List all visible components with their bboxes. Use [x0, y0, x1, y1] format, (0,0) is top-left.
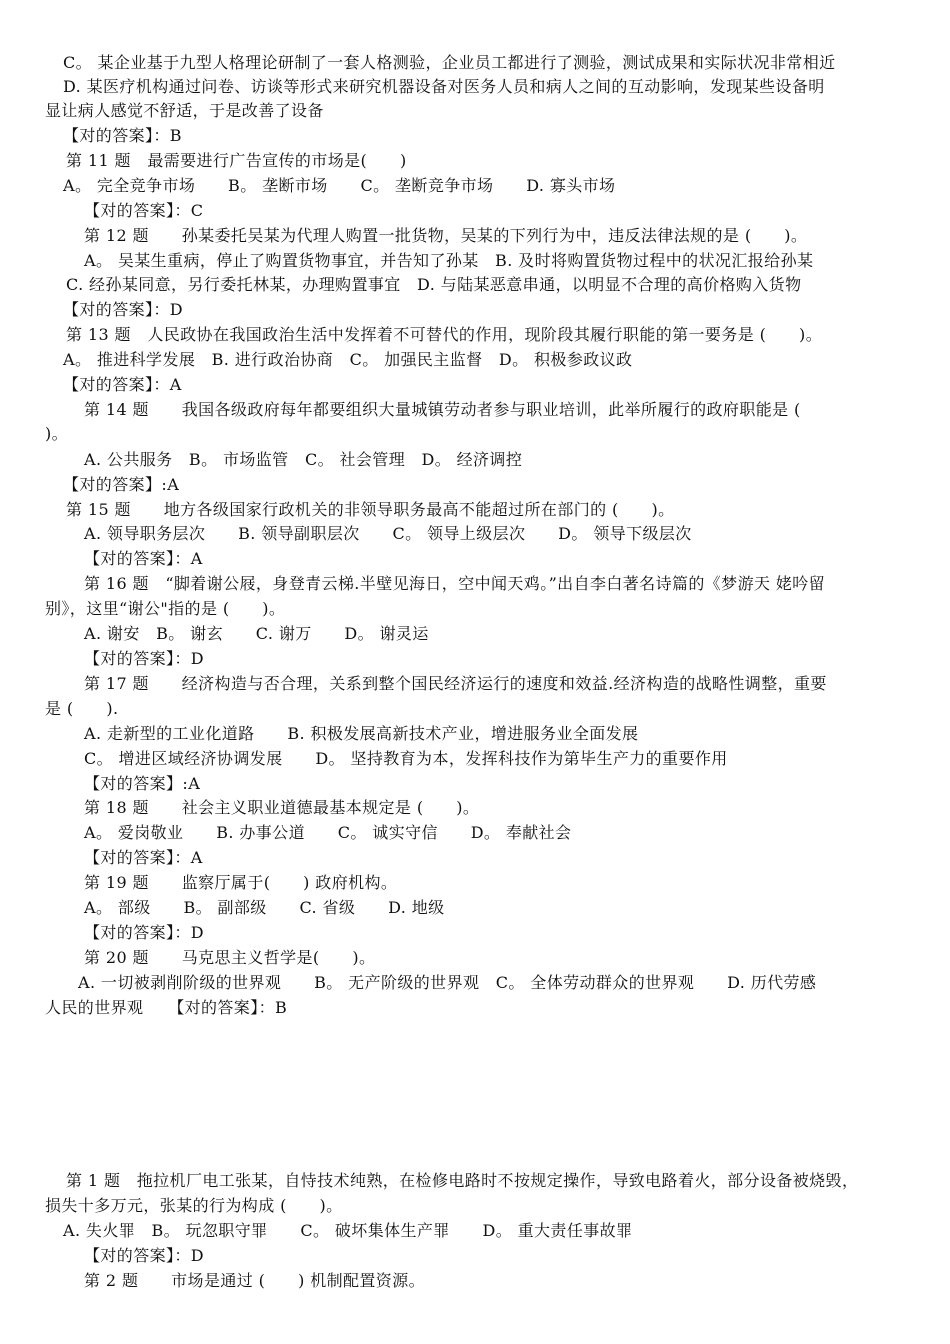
text-line: C。 某企业基于九型人格理论研制了一套人格测验，企业员工都进行了测验，测试成果和实际状况非常相近 [63, 53, 836, 72]
option-line: A。 推进科学发展 B. 进行政治协商 C。 加强民主监督 D。 积极参政议政 [63, 350, 633, 369]
text-line: 显让病人感觉不舒适，于是改善了设备 [45, 101, 324, 120]
question-title: 第 15 题 地方各级国家行政机关的非领导职务最高不能超过所在部门的 ( )。 [66, 500, 675, 519]
answer-line: 【对的答案】：D [84, 923, 205, 942]
question-title: 第 12 题 孙某委托吴某为代理人购置一批货物，吴某的下列行为中，违反法律法规的是 ( )。 [84, 226, 808, 245]
answer-line: 【对的答案】：A [84, 549, 203, 568]
text-line: )。 [45, 424, 69, 443]
option-line: A. 一切被剥削阶级的世界观 B。 无产阶级的世界观 C。 全体劳动群众的世界观 D. 历代劳感 [78, 973, 817, 992]
question-title: 第 2 题 市场是通过 ( ) 机制配置资源。 [84, 1271, 426, 1290]
question-title: 第 20 题 马克思主义哲学是( )。 [84, 948, 376, 967]
option-line: C。 增进区域经济协调发展 D。 坚持教育为本，发挥科技作为第毕生产力的重要作用 [84, 749, 728, 768]
text-line: 是 ( ). [45, 699, 119, 718]
question-title: 第 13 题 人民政协在我国政治生活中发挥着不可替代的作用，现阶段其履行职能的第一要务是 ( )。 [66, 325, 823, 344]
text-line: 损失十多万元，张某的行为构成 ( )。 [45, 1196, 343, 1215]
answer-line: 【对的答案】：A [63, 375, 182, 394]
question-title: 第 19 题 监察厅属于( ) 政府机构。 [84, 873, 398, 892]
option-line: A. 走新型的工业化道路 B. 积极发展高新技术产业，增进服务业全面发展 [84, 724, 639, 743]
answer-line: 【对的答案】：D [84, 1246, 205, 1265]
option-line: A。 爱岗敬业 B. 办事公道 C。 诚实守信 D。 奉献社会 [84, 823, 572, 842]
question-title: 第 16 题 “脚着谢公屐，身登青云梯.半壁见海日，空中闻天鸡。”出自李白著名诗篇的《梦游天 姥吟留 [84, 574, 826, 593]
option-line: A。 吴某生重病，停止了购置货物事宜，并告知了孙某 B. 及时将购置货物过程中的状况汇报给孙某 [84, 251, 814, 270]
option-line: A。 完全竞争市场 B。 垄断市场 C。 垄断竞争市场 D. 寡头市场 [63, 176, 616, 195]
question-title: 第 14 题 我国各级政府每年都要组织大量城镇劳动者参与职业培训，此举所履行的政府职能是 ( [84, 400, 801, 419]
question-title: 第 1 题 拖拉机厂电工张某，自恃技术纯熟，在检修电路时不按规定操作，导致电路着火，部分设备被烧毁， [66, 1171, 859, 1190]
answer-line: 【对的答案】:A [84, 774, 201, 793]
answer-line: 【对的答案】：D [63, 300, 184, 319]
option-line: A. 领导职务层次 B. 领导副职层次 C。 领导上级层次 D。 领导下级层次 [84, 524, 692, 543]
question-title: 第 17 题 经济构造与否合理，关系到整个国民经济运行的速度和效益.经济构造的战略性调整，重要 [84, 674, 827, 693]
answer-line: 【对的答案】：D [84, 649, 205, 668]
text-line: D. 某医疗机构通过问卷、访谈等形式来研究机器设备对医务人员和病人之间的互动影响，发现某些设备明 [63, 77, 825, 96]
answer-line: 【对的答案】：C [84, 201, 204, 220]
option-line: A. 公共服务 B。 市场监管 C。 社会管理 D。 经济调控 [84, 450, 523, 469]
answer-line: 【对的答案】：B [63, 126, 182, 145]
option-line: A. 失火罪 B。 玩忽职守罪 C。 破坏集体生产罪 D。 重大责任事故罪 [63, 1221, 633, 1240]
text-line: 别》，这里“谢公"指的是 ( )。 [45, 599, 286, 618]
answer-line: 【对的答案】：A [84, 848, 203, 867]
question-title: 第 18 题 社会主义职业道德最基本规定是 ( )。 [84, 798, 480, 817]
option-line: A。 部级 B。 副部级 C. 省级 D. 地级 [84, 898, 445, 917]
text-line: 人民的世界观 【对的答案】：B [45, 998, 288, 1017]
answer-line: 【对的答案】:A [63, 475, 180, 494]
option-line: A. 谢安 B。 谢玄 C. 谢万 D。 谢灵运 [84, 624, 429, 643]
question-title: 第 11 题 最需要进行广告宣传的市场是( ) [66, 151, 407, 170]
option-line: C. 经孙某同意，另行委托林某，办理购置事宜 D. 与陆某恶意串通，以明显不合理的高价格购入货物 [66, 275, 802, 294]
